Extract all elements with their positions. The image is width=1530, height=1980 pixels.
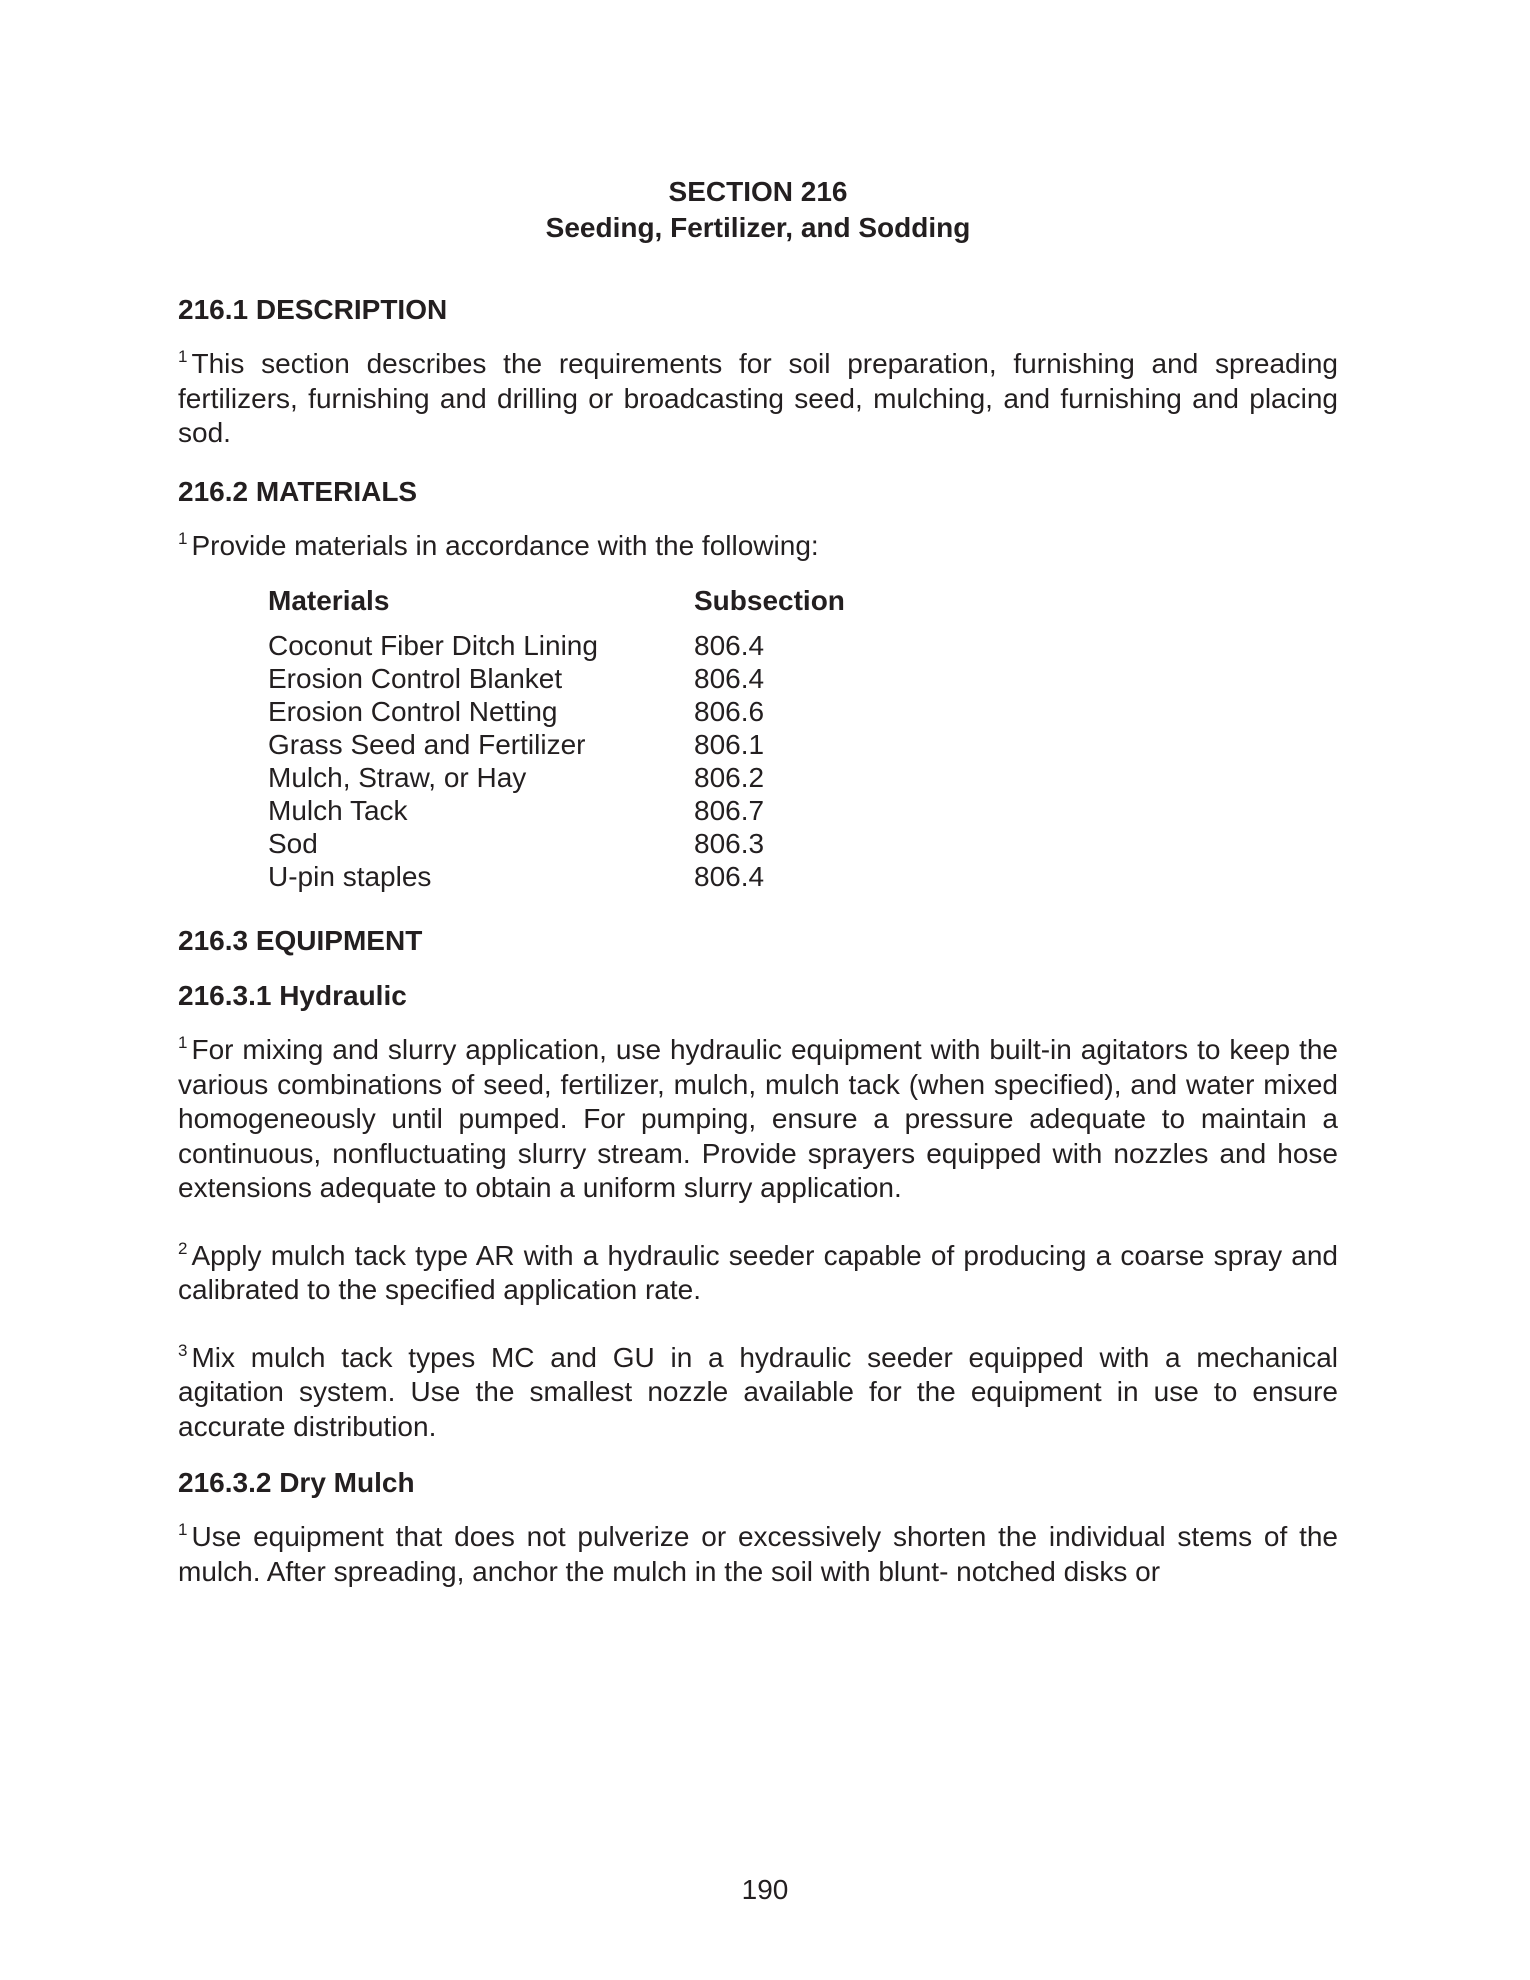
material-name: Grass Seed and Fertilizer — [268, 729, 586, 760]
column-header-subsection: Subsection — [694, 585, 845, 616]
paragraph-text: Apply mulch tack type AR with a hydraulic seeder capable of producing a coarse spray and calibrated to the specified application rate. — [178, 1239, 1338, 1305]
materials-table-header — [268, 583, 1338, 619]
paragraph-text: For mixing and slurry application, use hydraulic equipment with built-in agitators to keep the various combinations of seed, fertilizer, mulch, mulch tack (when specified), and water mixed homogeneously until pumped. For pumping, ensure a pressure adequate to maintain a continuous, nonfluctuating slurry stream. Provide sprayers equipped with nozzles and hose extensions adequate to obtain a uniform slurry application. — [178, 1034, 1338, 1203]
table-row — [268, 728, 1338, 761]
paragraph-number: 2 — [178, 1238, 188, 1258]
paragraph-number: 1 — [178, 347, 188, 366]
hydraulic-paragraph-3 — [178, 1341, 1338, 1445]
equipment-heading: 216.3 EQUIPMENT — [178, 925, 423, 956]
paragraph-text: Provide materials in accordance with the following: — [191, 529, 819, 561]
materials-table — [268, 583, 1338, 893]
material-name: U-pin staples — [268, 861, 432, 892]
table-row — [268, 662, 1338, 695]
table-row — [268, 629, 1338, 662]
materials-heading: 216.2 MATERIALS — [178, 475, 418, 507]
paragraph-text: Use equipment that does not pulverize or excessively shorten the individual stems of the mulch. After spreading, anchor the mulch in the soil with blunt- notched disks or — [178, 1521, 1338, 1587]
paragraph-number: 1 — [178, 528, 188, 548]
section-title-block — [178, 174, 1338, 246]
hydraulic-paragraph-2 — [178, 1239, 1338, 1308]
table-row — [268, 695, 1338, 728]
materials-paragraph-1 — [178, 529, 1338, 564]
dry-mulch-paragraph-1 — [178, 1520, 1338, 1589]
material-subsection: 806.4 — [694, 663, 765, 694]
table-row — [268, 827, 1338, 860]
page-content — [178, 174, 1338, 1589]
material-name: Mulch Tack — [268, 795, 408, 826]
paragraph-number: 3 — [178, 1340, 188, 1360]
material-name: Sod — [268, 828, 318, 859]
material-name: Coconut Fiber Ditch Lining — [268, 630, 598, 661]
paragraph-number: 1 — [178, 1520, 188, 1539]
hydraulic-heading: 216.3.1 Hydraulic — [178, 980, 407, 1011]
material-name: Mulch, Straw, or Hay — [268, 762, 527, 793]
table-row — [268, 860, 1338, 893]
material-subsection: 806.7 — [694, 795, 765, 826]
dry-mulch-heading: 216.3.2 Dry Mulch — [178, 1467, 415, 1498]
column-header-materials: Materials — [268, 585, 390, 616]
section-title: Seeding, Fertilizer, and Sodding — [545, 212, 971, 243]
paragraph-text: This section describes the requirements for soil preparation, furnishing and spreading fertilizers, furnishing and drilling or broadcasting seed, mulching, and furnishing and placing sod. — [178, 348, 1338, 448]
description-heading: 216.1 DESCRIPTION — [178, 294, 448, 325]
section-number: SECTION 216 — [668, 176, 848, 207]
material-subsection: 806.4 — [694, 861, 765, 892]
table-row — [268, 761, 1338, 794]
hydraulic-paragraph-1 — [178, 1033, 1338, 1206]
material-subsection: 806.4 — [694, 630, 765, 661]
material-subsection: 806.3 — [694, 828, 765, 859]
material-subsection: 806.1 — [694, 729, 765, 760]
material-name: Erosion Control Blanket — [268, 663, 563, 694]
table-row — [268, 794, 1338, 827]
material-name: Erosion Control Netting — [268, 696, 558, 727]
page-number: 190 — [741, 1874, 789, 1905]
paragraph-number: 1 — [178, 1033, 188, 1052]
material-subsection: 806.6 — [694, 696, 765, 727]
material-subsection: 806.2 — [694, 762, 765, 793]
description-paragraph-1 — [178, 347, 1338, 451]
paragraph-text: Mix mulch tack types MC and GU in a hydraulic seeder equipped with a mechanical agitation system. Use the smallest nozzle available for the equipment in use to ensure accurate distribution. — [178, 1341, 1338, 1442]
